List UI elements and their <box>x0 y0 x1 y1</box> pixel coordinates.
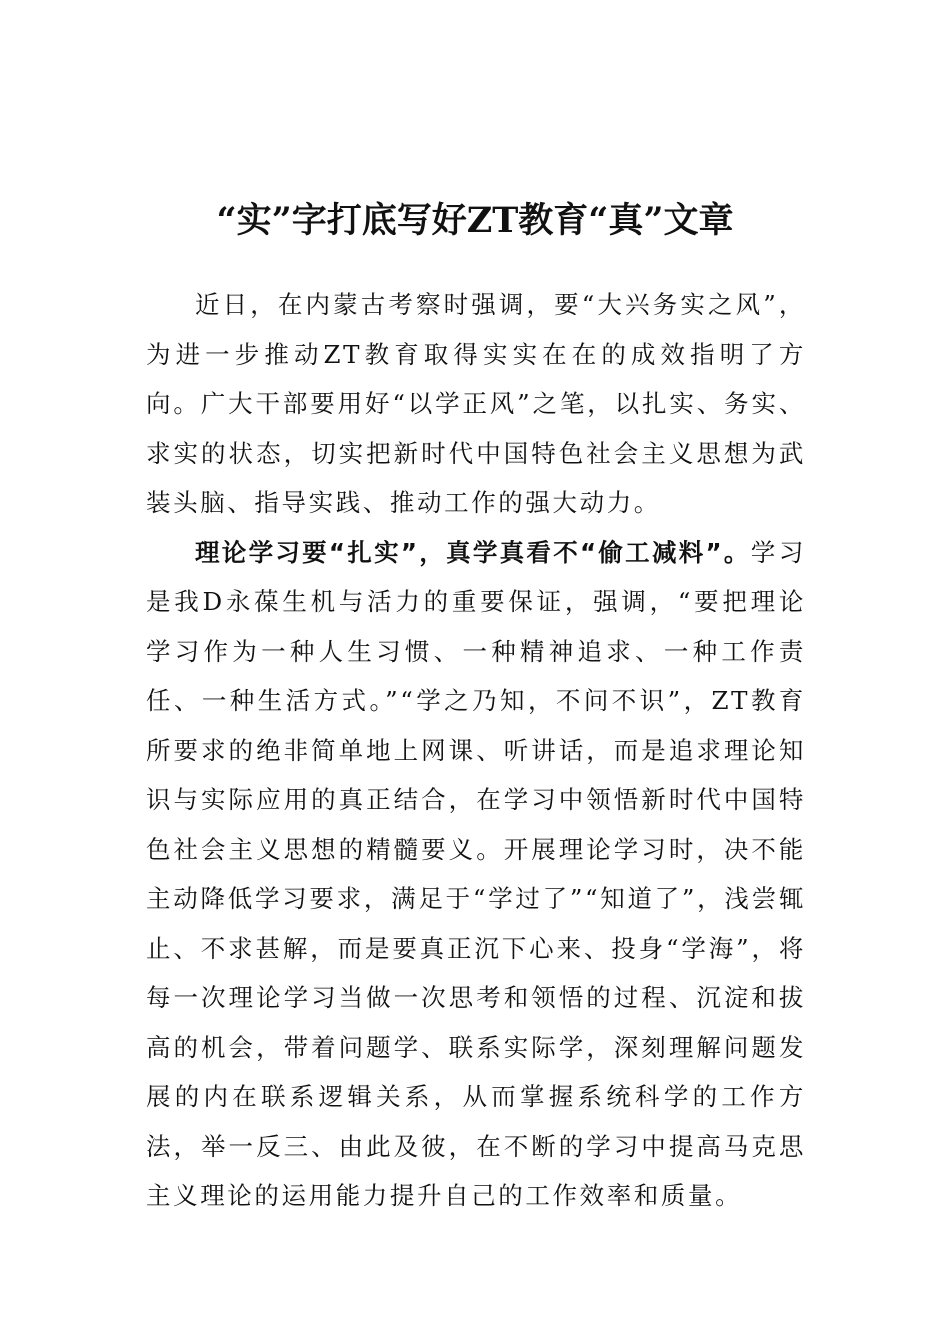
paragraph-theory-study <box>146 528 806 1221</box>
paragraph-intro-text: 近日，在内蒙古考察时强调，要“大兴务实之风”，为进一步推动ZT教育取得实实在在的成效指明了方向。广大干部要用好“以学正风”之笔，以扎实、务实、求实的状态，切实把新时代中国特色社会主义思想为武装头脑、指导实践、推动工作的强大动力。 <box>146 290 806 517</box>
paragraph-theory-study-text: 学习是我D永葆生机与活力的重要保证，强调，“要把理论学习作为一种人生习惯、一种精神追求、一种工作责任、一种生活方式。”“学之乃知，不问不识”，ZT教育所要求的绝非简单地上网课、听讲话，而是追求理论知识与实际应用的真正结合，在学习中领悟新时代中国特色社会主义思想的精髓要义。开展理论学习时，决不能主动降低学习要求，满足于“学过了”“知道了”，浅尝辄止、不求甚解，而是要真正沉下心来、投身“学海”，将每一次理论学习当做一次思考和领悟的过程、沉淀和拔高的机会，带着问题学、联系实际学，深刻理解问题发展的内在联系逻辑关系，从而掌握系统科学的工作方法，举一反三、由此及彼，在不断的学习中提高马克思主义理论的运用能力提升自己的工作效率和质量。 <box>146 537 807 1210</box>
paragraph-intro <box>146 280 806 528</box>
paragraph-lead-heading: 理论学习要“扎实”，真学真看不“偷工减料”。 <box>195 537 751 567</box>
document-body <box>146 280 806 1221</box>
document-title: “实”字打底写好ZT教育“真”文章 <box>216 200 734 242</box>
